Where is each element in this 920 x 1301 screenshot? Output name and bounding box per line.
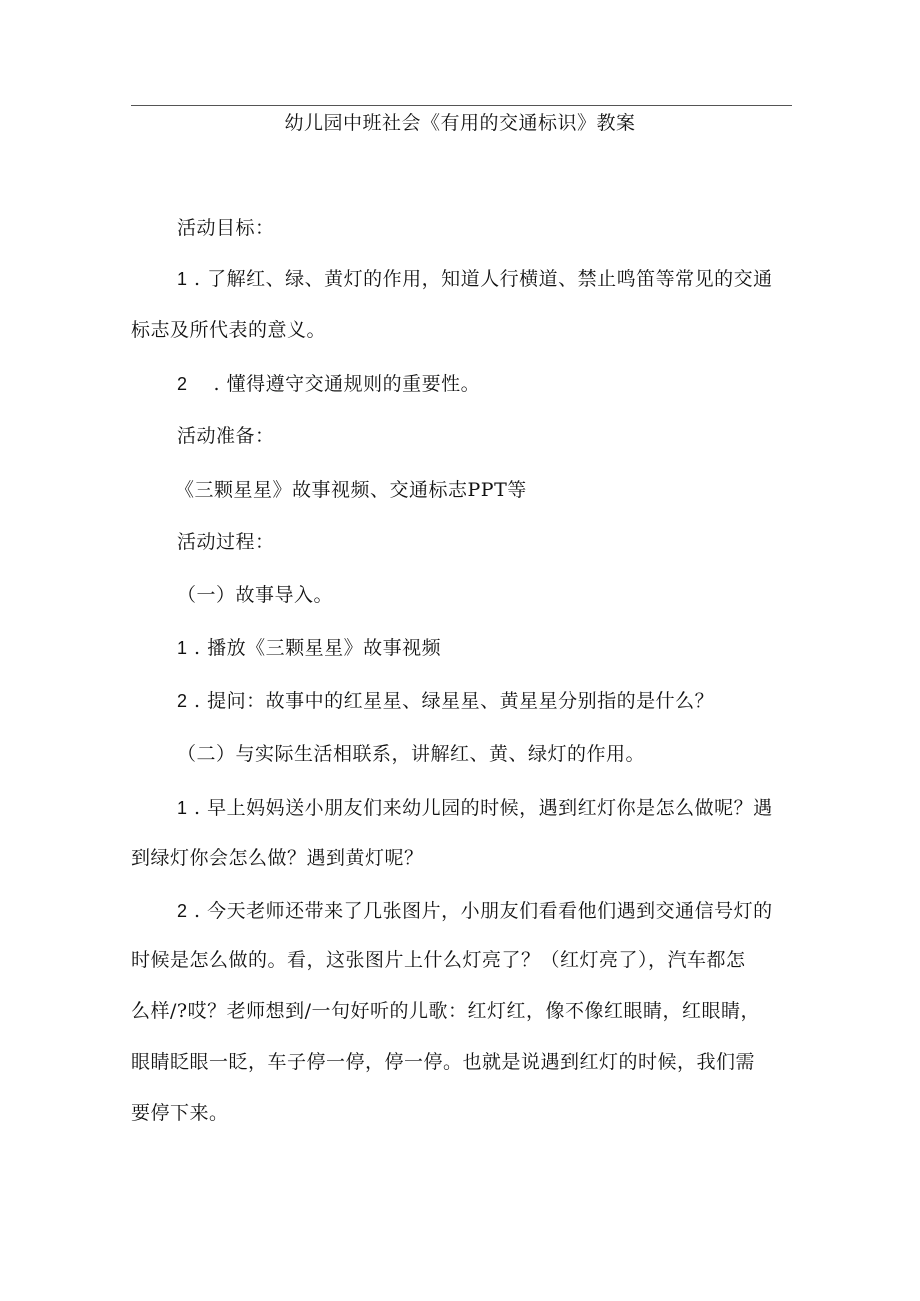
section-1-item-1 bbox=[177, 635, 441, 661]
section-2-item-2-line-4: 眼睛眨眼一眨，车子停一停，停一停。也就是说遇到红灯的时候，我们需 bbox=[131, 1051, 756, 1073]
section-2-item-2-line-2: 时候是怎么做的。看，这张图片上什么灯亮了？（红灯亮了），汽车都怎 bbox=[131, 949, 746, 971]
goal-item-1-text: . 了解红、绿、黄灯的作用，知道人行横道、禁止鸣笛等常见的交通 bbox=[187, 268, 773, 290]
section-1-item-1-text: . 播放《三颗星星》故事视频 bbox=[187, 637, 442, 659]
document-title: 幼儿园中班社会《有用的交通标识》教案 bbox=[284, 112, 636, 134]
section-2-item-2-text: . 今天老师还带来了几张图片，小朋友们看看他们遇到交通信号灯的 bbox=[187, 900, 773, 922]
section-2-item-1-line-1 bbox=[177, 795, 773, 821]
prep-heading: 活动准备： bbox=[177, 425, 275, 447]
goal-item-2-text: . 懂得遵守交通规则的重要性。 bbox=[187, 373, 481, 395]
goal-item-1-number: 1 bbox=[177, 269, 188, 289]
section-1-item-2-text: . 提问：故事中的红星星、绿星星、黄星星分别指的是什么？ bbox=[187, 690, 715, 712]
section-2-item-2-number: 2 bbox=[177, 901, 188, 921]
section-2-item-1-number: 1 bbox=[177, 798, 188, 818]
prep-text: 《三颗星星》故事视频、交通标志PPT等 bbox=[175, 479, 527, 501]
section-2-item-1-text: . 早上妈妈送小朋友们来幼儿园的时候，遇到红灯你是怎么做呢？遇 bbox=[187, 797, 773, 819]
section-2-heading: （二）与实际生活相联系，讲解红、黄、绿灯的作用。 bbox=[177, 743, 646, 765]
goal-item-1-line-2: 标志及所代表的意义。 bbox=[131, 319, 327, 341]
section-1-item-2-number: 2 bbox=[177, 691, 188, 711]
section-1-heading: （一）故事导入。 bbox=[177, 584, 334, 606]
section-2-item-2-line-3: 么样/?哎？老师想到/一句好听的儿歌：红灯红，像不像红眼睛，红眼睛， bbox=[131, 1000, 760, 1022]
section-2-item-1-line-2: 到绿灯你会怎么做？遇到黄灯呢？ bbox=[131, 847, 424, 869]
process-heading: 活动过程： bbox=[177, 531, 275, 553]
header-rule bbox=[131, 105, 792, 106]
goal-item-2 bbox=[177, 371, 480, 397]
section-2-item-2-line-5: 要停下来。 bbox=[131, 1102, 229, 1124]
goal-item-2-number: 2 bbox=[177, 374, 188, 394]
section-1-item-2 bbox=[177, 688, 714, 714]
goals-heading: 活动目标： bbox=[177, 217, 275, 239]
section-1-item-1-number: 1 bbox=[177, 638, 188, 658]
section-2-item-2-line-1 bbox=[177, 898, 773, 924]
goal-item-1-line-1 bbox=[177, 266, 773, 292]
